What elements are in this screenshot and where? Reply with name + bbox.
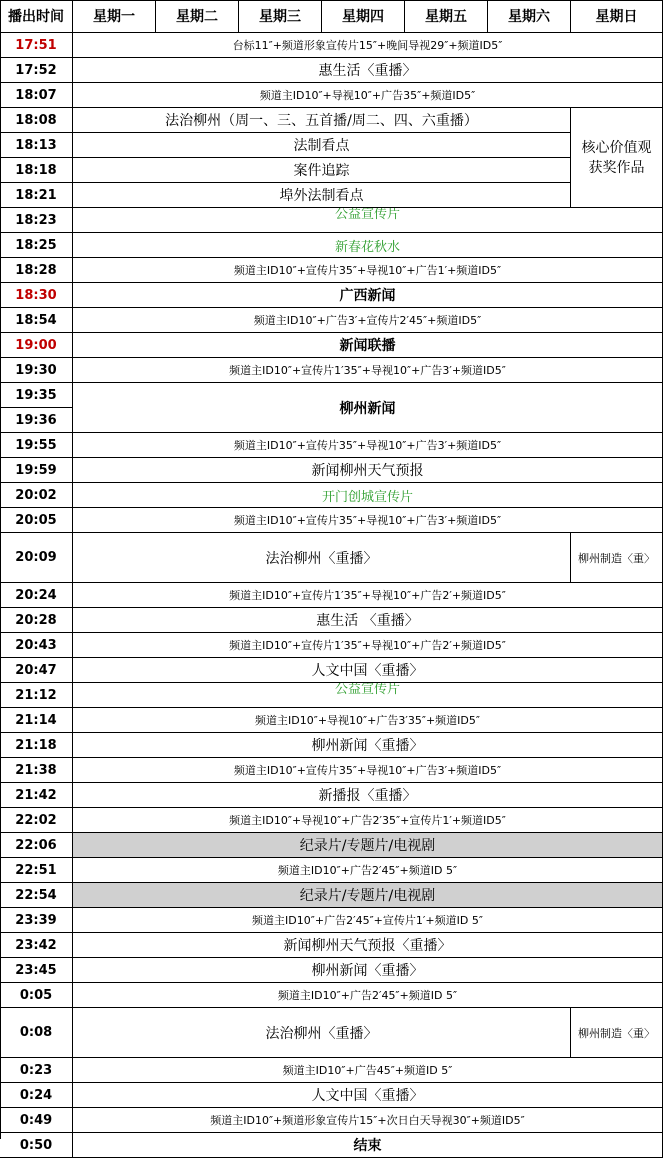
time-cell: 0:08 (0, 1008, 73, 1058)
program-cell: 法治柳州〈重播〉 (73, 1008, 571, 1058)
time-cell: 23:42 (0, 933, 73, 958)
time-cell: 18:18 (0, 158, 73, 183)
time-cell: 21:42 (0, 783, 73, 808)
program-cell: 频道主ID10″+导视10″+广告2′35″+宣传片1′+频道ID5″ (73, 808, 663, 833)
program-cell: 频道主ID10″+宣传片1′35″+导视10″+广告3′+频道ID5″ (73, 358, 663, 383)
time-cell: 18:08 (0, 108, 73, 133)
program-cell: 台标11″+频道形象宣传片15″+晚间导视29″+频道ID5″ (73, 33, 663, 58)
time-cell: 19:59 (0, 458, 73, 483)
program-cell: 频道主ID10″+导视10″+广告35″+频道ID5″ (73, 83, 663, 108)
program-cell: 法治柳州（周一、三、五首播/周二、四、六重播） (73, 108, 571, 133)
program-cell: 纪录片/专题片/电视剧 (73, 833, 663, 858)
time-cell: 23:39 (0, 908, 73, 933)
time-cell: 21:18 (0, 733, 73, 758)
program-cell: 结束 (73, 1133, 663, 1158)
time-cell: 22:06 (0, 833, 73, 858)
program-cell: 频道主ID10″+广告2′45″+宣传片1′+频道ID 5″ (73, 908, 663, 933)
program-cell: 频道主ID10″+导视10″+广告3′35″+频道ID5″ (73, 708, 663, 733)
program-cell: 法制看点 (73, 133, 571, 158)
time-cell: 17:51 (0, 33, 73, 58)
time-cell: 17:52 (0, 58, 73, 83)
program-cell: 新春花秋水 (73, 233, 663, 258)
time-cell: 20:43 (0, 633, 73, 658)
time-cell: 20:09 (0, 533, 73, 583)
program-cell: 频道主ID10″+广告2′45″+频道ID 5″ (73, 858, 663, 883)
program-cell: 频道主ID10″+宣传片35″+导视10″+广告3′+频道ID5″ (73, 508, 663, 533)
time-cell: 20:28 (0, 608, 73, 633)
time-cell: 18:25 (0, 233, 73, 258)
sunday-program-cell: 柳州制造〈重〉 (571, 1008, 663, 1058)
program-cell: 纪录片/专题片/电视剧 (73, 883, 663, 908)
time-cell: 19:00 (0, 333, 73, 358)
program-cell: 频道主ID10″+宣传片1′35″+导视10″+广告2′+频道ID5″ (73, 583, 663, 608)
program-cell: 柳州新闻〈重播〉 (73, 733, 663, 758)
program-cell: 埠外法制看点 (73, 183, 571, 208)
header-day: 星期日 (571, 0, 663, 33)
program-cell: 新播报〈重播〉 (73, 783, 663, 808)
time-cell: 18:21 (0, 183, 73, 208)
program-cell: 新闻柳州天气预报〈重播〉 (73, 933, 663, 958)
time-cell: 22:54 (0, 883, 73, 908)
time-cell: 20:05 (0, 508, 73, 533)
program-cell: 新闻柳州天气预报 (73, 458, 663, 483)
time-cell: 21:38 (0, 758, 73, 783)
program-cell: 惠生活 〈重播〉 (73, 608, 663, 633)
header-day: 星期二 (156, 0, 239, 33)
program-cell: 惠生活〈重播〉 (73, 58, 663, 83)
sunday-program-cell: 柳州制造〈重〉 (571, 533, 663, 583)
time-cell: 20:02 (0, 483, 73, 508)
program-cell: 频道主ID10″+广告2′45″+频道ID 5″ (73, 983, 663, 1008)
program-cell: 频道主ID10″+频道形象宣传片15″+次日白天导视30″+频道ID5″ (73, 1108, 663, 1133)
program-cell: 频道主ID10″+广告45″+频道ID 5″ (73, 1058, 663, 1083)
header-day: 星期五 (405, 0, 488, 33)
time-cell: 18:30 (0, 283, 73, 308)
time-cell: 19:55 (0, 433, 73, 458)
program-cell: 公益宣传片 (73, 683, 663, 708)
time-cell: 18:23 (0, 208, 73, 233)
time-cell: 21:12 (0, 683, 73, 708)
program-cell: 法治柳州〈重播〉 (73, 533, 571, 583)
time-cell: 19:36 (0, 408, 73, 433)
time-cell: 20:47 (0, 658, 73, 683)
time-cell: 0:05 (0, 983, 73, 1008)
time-cell: 22:51 (0, 858, 73, 883)
program-cell: 案件追踪 (73, 158, 571, 183)
time-cell: 0:49 (0, 1108, 73, 1133)
program-cell: 公益宣传片 (73, 208, 663, 233)
time-cell: 19:30 (0, 358, 73, 383)
program-cell: 柳州新闻 (73, 383, 663, 433)
time-cell: 21:14 (0, 708, 73, 733)
time-cell: 22:02 (0, 808, 73, 833)
time-cell: 20:24 (0, 583, 73, 608)
time-cell: 0:24 (0, 1083, 73, 1108)
time-cell: 18:13 (0, 133, 73, 158)
time-cell: 0:23 (0, 1058, 73, 1083)
time-cell: 18:28 (0, 258, 73, 283)
header-day: 星期四 (322, 0, 405, 33)
header-time: 播出时间 (0, 0, 73, 33)
header-day: 星期六 (488, 0, 571, 33)
program-cell: 频道主ID10″+宣传片35″+导视10″+广告3′+频道ID5″ (73, 758, 663, 783)
time-cell: 0:50 (0, 1133, 73, 1158)
header-day: 星期三 (239, 0, 322, 33)
time-cell: 23:45 (0, 958, 73, 983)
program-cell: 频道主ID10″+广告3′+宣传片2′45″+频道ID5″ (73, 308, 663, 333)
program-cell: 人文中国〈重播〉 (73, 658, 663, 683)
program-cell: 柳州新闻〈重播〉 (73, 958, 663, 983)
program-cell: 广西新闻 (73, 283, 663, 308)
header-day: 星期一 (73, 0, 156, 33)
program-cell: 开门创城宣传片 (73, 483, 663, 508)
program-cell: 频道主ID10″+宣传片1′35″+导视10″+广告2′+频道ID5″ (73, 633, 663, 658)
sunday-block: 核心价值观获奖作品 (571, 108, 663, 208)
time-cell: 18:54 (0, 308, 73, 333)
program-cell: 新闻联播 (73, 333, 663, 358)
program-cell: 频道主ID10″+宣传片35″+导视10″+广告1′+频道ID5″ (73, 258, 663, 283)
program-cell: 频道主ID10″+宣传片35″+导视10″+广告3′+频道ID5″ (73, 433, 663, 458)
program-cell: 人文中国〈重播〉 (73, 1083, 663, 1108)
time-cell: 18:07 (0, 83, 73, 108)
time-cell: 19:35 (0, 383, 73, 408)
